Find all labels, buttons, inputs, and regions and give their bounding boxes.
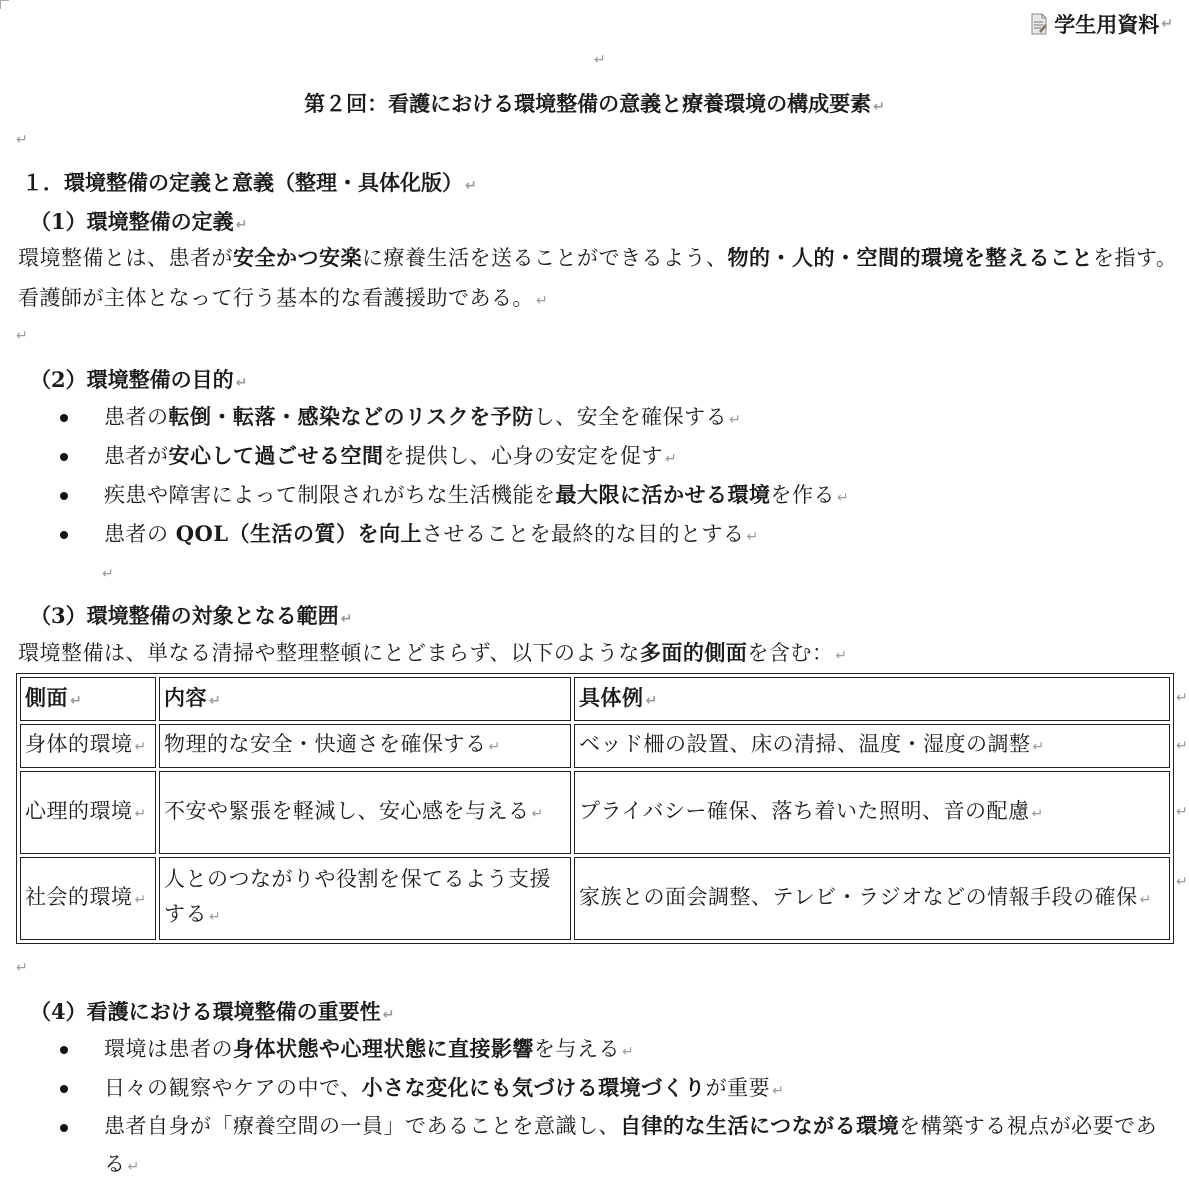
text-run: 患者が — [104, 444, 169, 468]
list-item — [0, 397, 849, 436]
table-cell — [574, 857, 1170, 940]
cell-text: 社会的環境 — [25, 884, 133, 909]
subsection-heading-purpose — [30, 364, 247, 394]
paragraph-mark: ↵ — [536, 293, 549, 309]
paragraph-mark: ↵ — [622, 1044, 635, 1060]
bold-run: 最大限に活かせる環境 — [555, 482, 771, 507]
paragraph-mark: ↵ — [1139, 891, 1152, 908]
table-cell — [574, 724, 1170, 768]
paragraph-mark: ↵ — [235, 375, 248, 391]
page-corner-mark — [0, 0, 9, 9]
scope-paragraph — [18, 633, 1178, 676]
paragraph-mark: ↵ — [340, 611, 353, 627]
section-heading-text: １．環境整備の定義と意義（整理・具体化版） — [22, 170, 463, 195]
text-run: 環境整備は、単なる清掃や整理整頓にとどまらず、以下のような — [18, 641, 640, 665]
bold-run: 転倒・転落・感染などのリスクを予防 — [168, 404, 534, 429]
paragraph-mark: ↵ — [134, 739, 147, 755]
text-run: 患者の — [104, 405, 169, 429]
paragraph-mark: ↵ — [16, 132, 28, 148]
list-item — [0, 436, 849, 475]
paragraph-mark: ↵ — [645, 692, 658, 709]
paragraph-mark: ↵ — [729, 412, 742, 428]
paragraph-mark: ↵ — [209, 909, 222, 925]
text-run: を構築する視点が必要である — [104, 1114, 1158, 1176]
subsection-heading-scope — [30, 600, 352, 630]
row-end-mark: ↵ — [1176, 804, 1188, 820]
table-cell — [159, 724, 571, 768]
bullet-icon — [60, 1085, 68, 1093]
table-cell — [20, 857, 156, 940]
list-item — [0, 1068, 1174, 1107]
paragraph-mark: ↵ — [465, 178, 477, 194]
row-end-mark: ↵ — [1176, 690, 1188, 706]
paragraph-mark: ↵ — [835, 648, 848, 664]
bold-run: 身体状態や心理状態に直接影響 — [233, 1036, 534, 1061]
text-run: 環境整備とは、患者が — [18, 246, 233, 270]
bold-run: QOL（生活の質）を向上 — [175, 521, 423, 546]
cell-text: 不安や緊張を軽減し、安心感を与える — [164, 798, 530, 823]
cell-text: 身体的環境 — [25, 732, 133, 756]
bold-run: 物的・人的・空間的環境を整えること — [727, 245, 1093, 270]
table-row — [20, 724, 1170, 768]
subsection-heading-text: （4）看護における環境整備の重要性 — [30, 999, 381, 1024]
bullet-icon — [60, 453, 68, 461]
cell-text: 人とのつながりや役割を保てるよう支援する — [164, 867, 551, 926]
text-run: 疾患や障害によって制限されがちな生活機能を — [104, 483, 556, 507]
subsection-heading-text: （3）環境整備の対象となる範囲 — [30, 603, 339, 628]
paragraph-mark: ↵ — [16, 960, 28, 976]
paragraph-mark: ↵ — [209, 692, 222, 709]
table-header-cell — [159, 677, 571, 721]
text-run: 環境は患者の — [104, 1037, 233, 1061]
paragraph-mark: ↵ — [772, 1083, 785, 1099]
list-item — [0, 475, 849, 514]
header-text: 側面 — [25, 684, 68, 710]
document-title — [0, 88, 1189, 118]
bold-run: 安全かつ安楽 — [233, 245, 362, 270]
bullet-icon — [60, 414, 68, 422]
paragraph-mark: ↵ — [134, 891, 147, 908]
paragraph-mark: ↵ — [16, 328, 28, 344]
paragraph-mark: ↵ — [665, 451, 678, 467]
text-run: を含む： — [747, 641, 834, 665]
paragraph-mark: ↵ — [531, 805, 544, 822]
subsection-heading-importance — [30, 996, 394, 1026]
paragraph-mark: ↵ — [837, 490, 850, 506]
bullet-icon — [60, 531, 68, 539]
cell-text: プライバシー確保、落ち着いた照明、音の配慮 — [579, 798, 1030, 823]
text-run: 患者自身が「療養空間の一員」であることを意識し、 — [104, 1114, 620, 1138]
environment-table — [16, 673, 1174, 944]
text-run: し、安全を確保する — [533, 405, 728, 429]
paragraph-mark: ↵ — [488, 739, 501, 755]
paragraph-mark: ↵ — [1161, 16, 1173, 32]
table-cell — [159, 771, 571, 854]
list-item — [0, 1107, 1174, 1186]
text-run: 日々の観察やケアの中で、 — [104, 1076, 362, 1100]
bullet-icon — [60, 492, 68, 500]
subsection-heading-text: （2）環境整備の目的 — [30, 367, 234, 392]
text-run: させることを最終的な目的とする — [422, 522, 745, 546]
header-text: 内容 — [164, 684, 207, 710]
table-row — [20, 771, 1170, 854]
table-row — [20, 857, 1170, 940]
list-item — [0, 514, 849, 553]
paragraph-mark: ↵ — [873, 99, 885, 115]
document-header — [1030, 9, 1173, 39]
purpose-list — [0, 397, 849, 553]
row-end-mark: ↵ — [1176, 738, 1188, 754]
bullet-icon — [60, 1046, 68, 1054]
text-run: を指す。看護師が主体となって行う基本的な看護援助である。 — [18, 246, 1178, 310]
paragraph-mark: ↵ — [235, 217, 248, 233]
section-heading — [22, 167, 477, 197]
paragraph-mark: ↵ — [746, 529, 759, 545]
subsection-heading-definition — [30, 206, 247, 236]
paragraph-mark: ↵ — [594, 52, 606, 68]
table-cell — [159, 857, 571, 940]
text-run: を提供し、心身の安定を促す — [383, 444, 663, 468]
bold-run: 小さな変化にも気づける環境づくり — [361, 1075, 706, 1100]
text-run: 患者の — [104, 522, 176, 546]
paragraph-mark: ↵ — [134, 805, 147, 822]
document-icon — [1030, 13, 1048, 35]
bold-run: 多面的側面 — [639, 640, 748, 665]
paragraph-mark: ↵ — [70, 692, 83, 709]
paragraph-mark: ↵ — [102, 566, 114, 582]
cell-text: 家族との面会調整、テレビ・ラジオなどの情報手段の確保 — [579, 884, 1138, 909]
table-cell — [20, 771, 156, 854]
paragraph-mark: ↵ — [382, 1007, 395, 1023]
bold-run: 自律的な生活につながる環境 — [620, 1113, 900, 1138]
text-run: が重要 — [705, 1076, 771, 1100]
cell-text: 心理的環境 — [25, 798, 133, 823]
cell-text: ベッド柵の設置、床の清掃、温度・湿度の調整 — [579, 732, 1031, 756]
table-cell — [574, 771, 1170, 854]
text-run: を作る — [770, 483, 835, 507]
cell-text: 物理的な安全・快適さを確保する — [164, 732, 487, 756]
table-header-row — [20, 677, 1170, 721]
bullet-icon — [60, 1124, 68, 1132]
table-header-cell — [574, 677, 1170, 721]
list-item — [0, 1029, 1174, 1068]
header-text: 具体例 — [579, 684, 644, 710]
bold-run: 安心して過ごせる空間 — [168, 443, 384, 468]
table-header-cell — [20, 677, 156, 721]
header-label: 学生用資料 — [1054, 12, 1160, 37]
paragraph-mark: ↵ — [1032, 739, 1045, 755]
text-run: に療養生活を送ることができるよう、 — [362, 246, 728, 270]
subsection-heading-text: （1）環境整備の定義 — [30, 209, 234, 234]
table-cell — [20, 724, 156, 768]
paragraph-mark: ↵ — [1031, 805, 1044, 822]
title-text: 第２回：看護における環境整備の意義と療養環境の構成要素 — [304, 91, 872, 116]
paragraph-mark: ↵ — [127, 1159, 140, 1175]
definition-paragraph — [18, 238, 1178, 321]
row-end-mark: ↵ — [1176, 874, 1188, 890]
importance-list — [0, 1029, 1174, 1186]
text-run: を与える — [534, 1037, 620, 1061]
